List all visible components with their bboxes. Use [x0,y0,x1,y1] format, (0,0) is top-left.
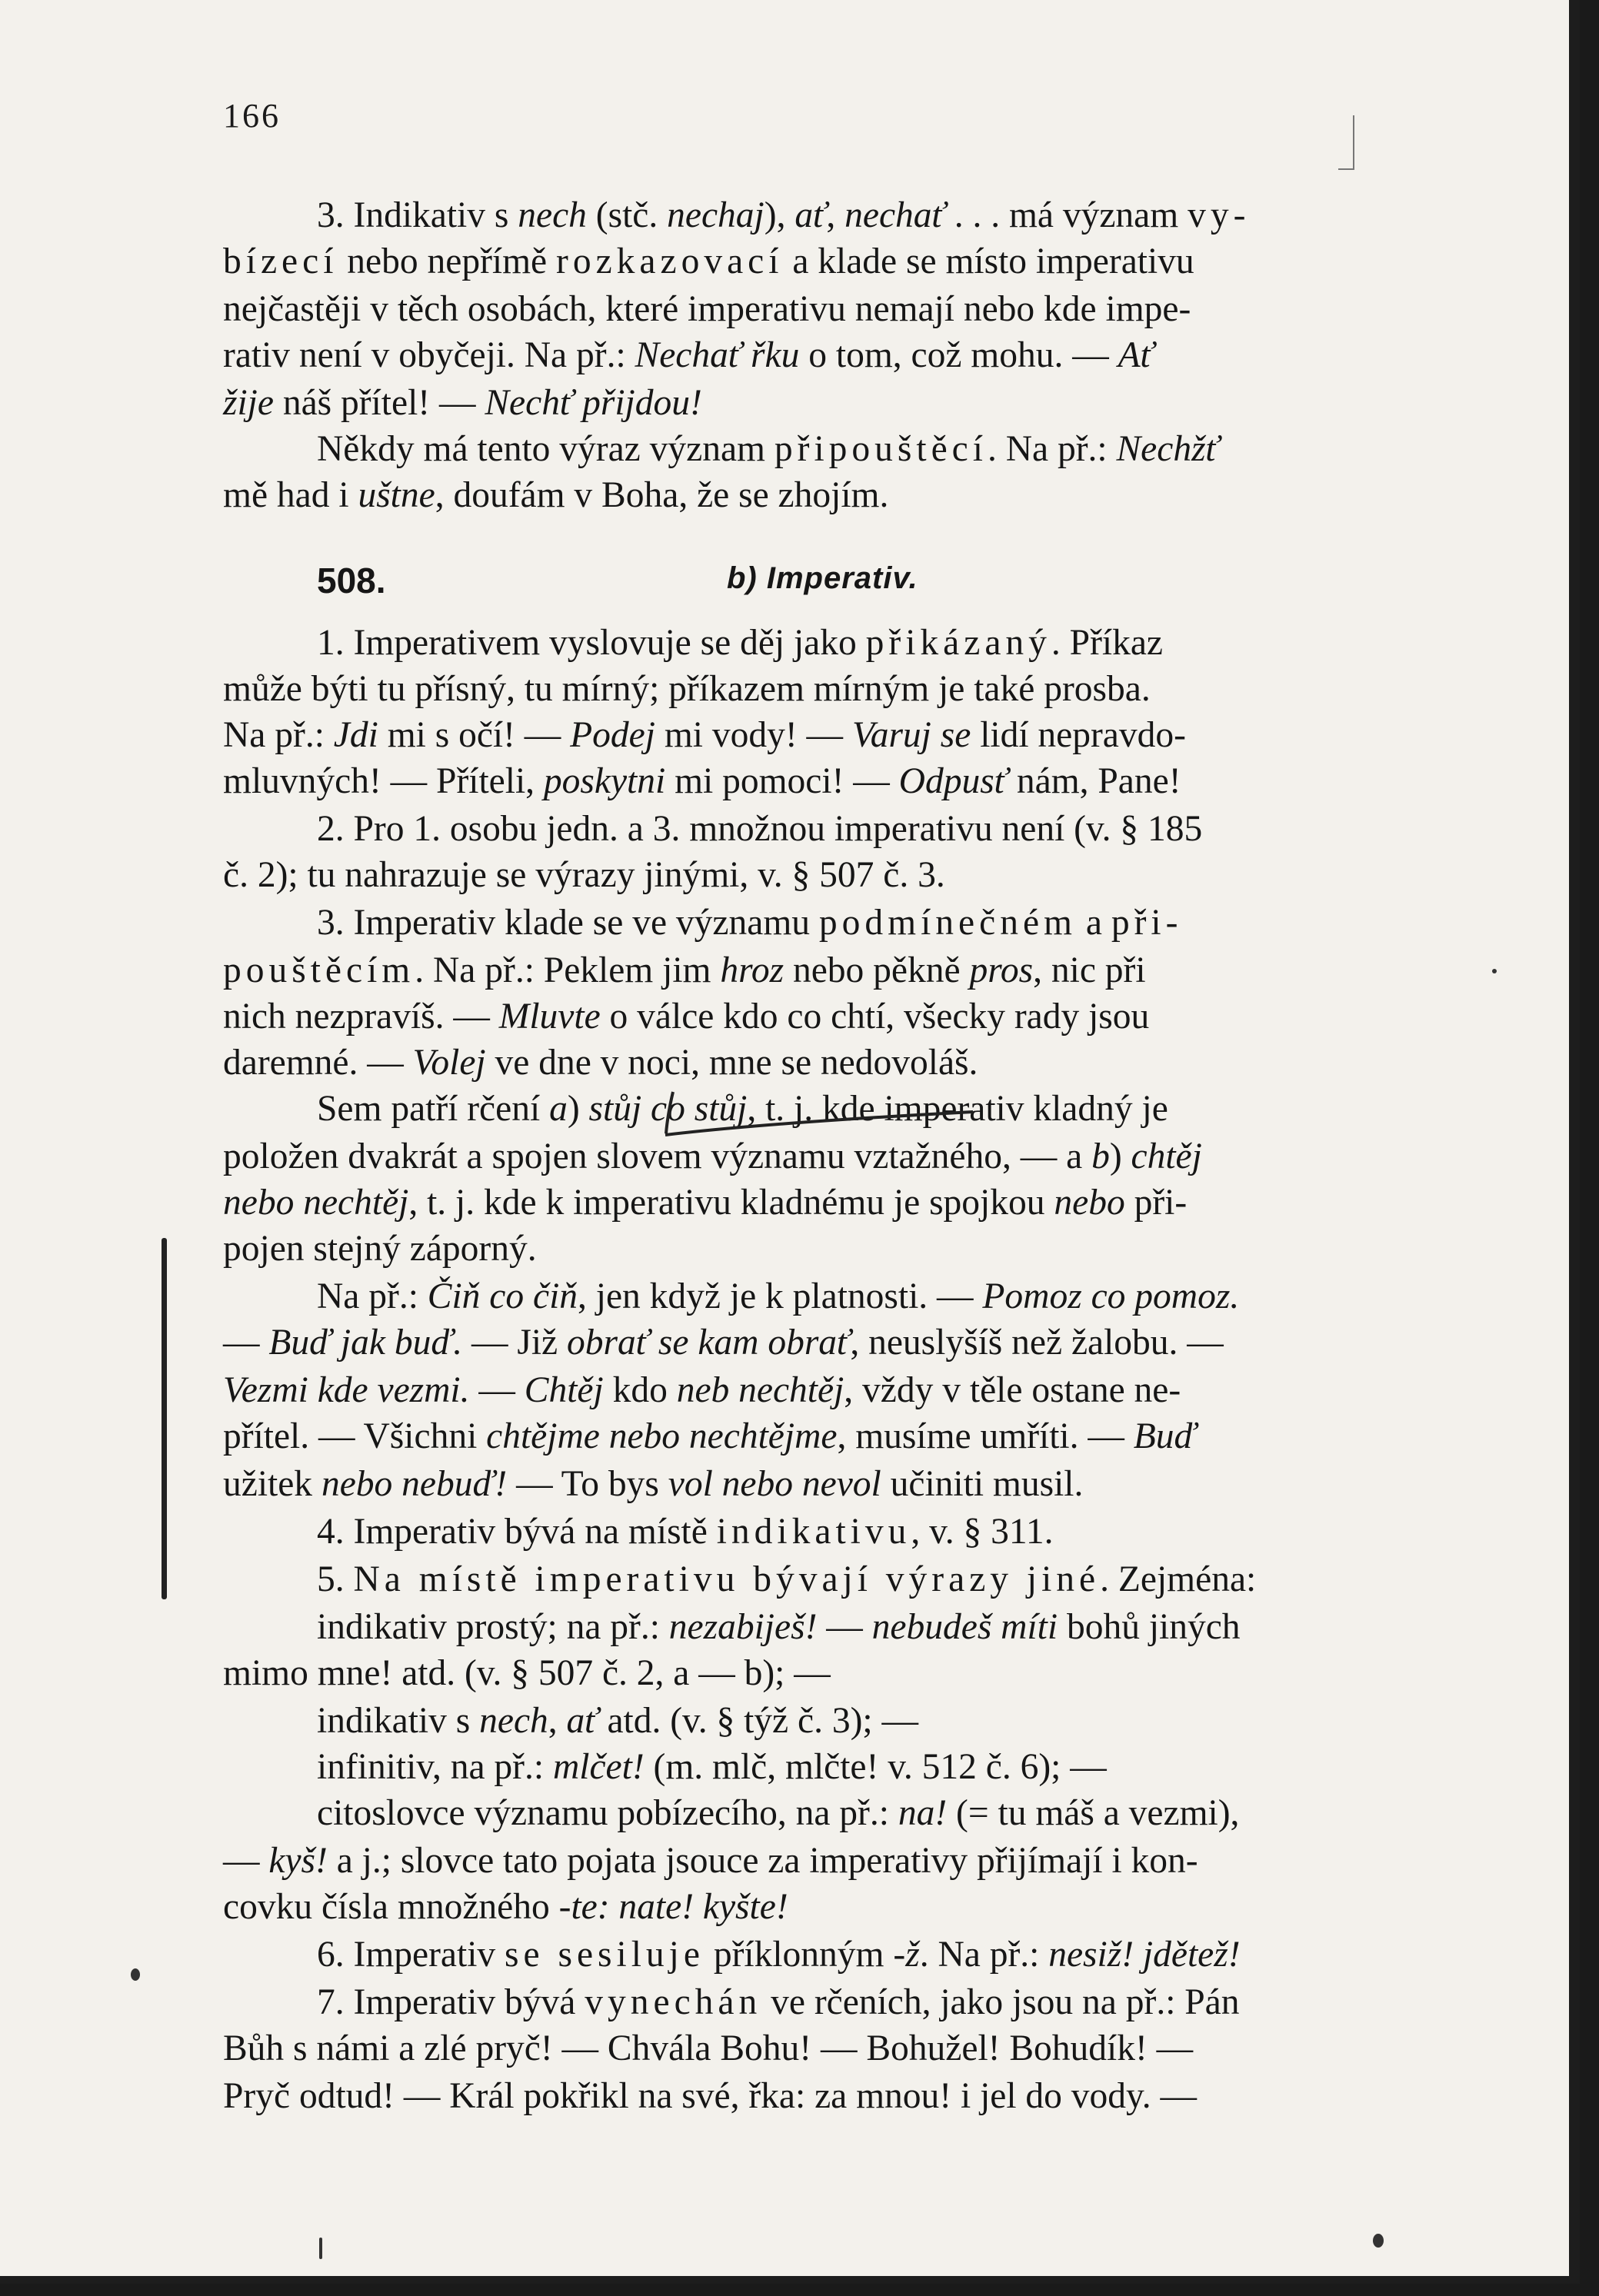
text-line: indikativ s nech, ať atd. (v. § týž č. 3); — [317,1701,918,1741]
scan-speck [1492,969,1497,973]
text-line: 7. Imperativ bývá vynechán ve rčeních, jako jsou na př.: Pán [317,1982,1240,2022]
text-line: užitek nebo nebuď! — To bys vol nebo nevol učiniti musil. [223,1464,1084,1504]
text-line: 3. Imperativ klade se ve významu podmínečném a při- [317,903,1183,943]
text-line: mimo mne! atd. (v. § 507 č. 2, a — b); — [223,1653,831,1693]
text-line: Na př.: Jdi mi s očí! — Podej mi vody! — Varuj se lidí nepravdo- [223,715,1186,755]
text-line: nejčastěji v těch osobách, které imperativu nemají nebo kde impe- [223,289,1191,329]
text-line: bízecí nebo nepřímě rozkazovací a klade se místo imperativu [223,241,1194,281]
text-line: pojen stejný záporný. [223,1229,537,1269]
section-title: b) Imperativ. [727,561,918,595]
text-line: nich nezpravíš. — Mluvte o válce kdo co chtí, všecky rady jsou [223,997,1150,1037]
text-line: daremné. — Volej ve dne v noci, mne se nedovoláš. [223,1043,978,1083]
scan-speck [319,2238,322,2259]
text-line: Bůh s námi a zlé pryč! — Chvála Bohu! — Bohužel! Bohudík! — [223,2028,1194,2068]
text-line: — Buď jak buď. — Již obrať se kam obrať, neuslyšíš než žalobu. — [223,1323,1224,1363]
margin-pencil-mark [162,1238,167,1599]
text-line: Na př.: Čiň co čiň, jen když je k platnosti. — Pomoz co pomoz. [317,1276,1240,1316]
section-number: 508. [317,561,386,601]
text-line: 1. Imperativem vyslovuje se děj jako přikázaný. Příkaz [317,623,1164,663]
text-line: 5. Na místě imperativu bývají výrazy jiné. Zejména: [317,1559,1257,1599]
text-line: nebo nechtěj, t. j. kde k imperativu kladnému je spojkou nebo při- [223,1183,1188,1223]
text-line: rativ není v obyčeji. Na př.: Nechať řku o tom, což mohu. — Ať [223,335,1154,375]
text-line: Vezmi kde vezmi. — Chtěj kdo neb nechtěj, vždy v těle ostane ne- [223,1370,1181,1410]
text-line: 2. Pro 1. osobu jedn. a 3. množnou imperativu není (v. § 185 [317,809,1203,849]
pen-stroke-tick [1338,115,1354,169]
text-line: — kyš! a j.; slovce tato pojata jsouce za imperativy přijímají i kon- [223,1841,1198,1881]
text-line: přítel. — Všichni chtějme nebo nechtějme, musíme umříti. — Buď [223,1416,1197,1456]
text-line: mluvných! — Příteli, poskytni mi pomoci! — Odpusť nám, Pane! [223,761,1181,801]
page-number: 166 [223,97,281,135]
text-line: žije náš přítel! — Nechť přijdou! [223,383,702,423]
text-line: č. 2); tu nahrazuje se výrazy jinými, v. § 507 č. 3. [223,855,945,895]
scan-speck [131,1968,140,1981]
text-line: může býti tu přísný, tu mírný; příkazem mírným je také prosba. [223,669,1151,709]
text-line: pouštěcím. Na př.: Peklem jim hroz nebo pěkně pros, nic při [223,950,1146,990]
text-line: Někdy má tento výraz význam připouštěcí. Na př.: Nechžť [317,429,1219,469]
text-line: položen dvakrát a spojen slovem významu vztažného, — a b) chtěj [223,1136,1202,1176]
text-line: Sem patří rčení a) stůj co stůj, t. j. kde imperativ kladný je [317,1089,1168,1129]
text-line: 3. Indikativ s nech (stč. nechaj), ať, nechať . . . má význam vy- [317,195,1251,235]
scan-speck [1373,2234,1384,2248]
text-line: 6. Imperativ se sesiluje příklonným -ž. Na př.: nesiž! jdětež! [317,1935,1241,1975]
text-line: covku čísla množného -te: nate! kyšte! [223,1887,788,1927]
text-line: indikativ prostý; na př.: nezabiješ! — nebudeš míti bohů jiných [317,1607,1241,1647]
text-line: 4. Imperativ bývá na místě indikativu, v. § 311. [317,1512,1054,1552]
text-line: infinitiv, na př.: mlčet! (m. mlč, mlčte! v. 512 č. 6); — [317,1747,1107,1787]
text-line: Pryč odtud! — Král pokřikl na své, řka: za mnou! i jel do vody. — [223,2076,1197,2116]
text-line: citoslovce významu pobízecího, na př.: na! (= tu máš a vezmi), [317,1793,1240,1833]
text-line: mě had i uštne, doufám v Boha, že se zhojím. [223,475,889,515]
